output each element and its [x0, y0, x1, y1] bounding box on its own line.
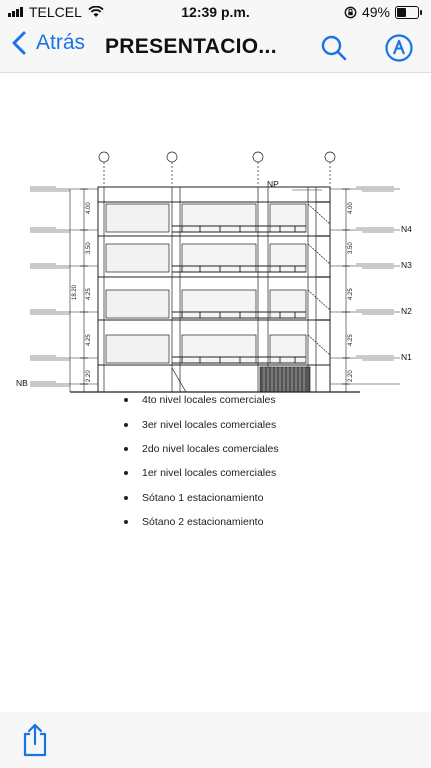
dimension-d3-left: 4.25: [86, 288, 92, 300]
dimension-total-left: 18.20: [72, 284, 78, 300]
share-icon[interactable]: [20, 722, 50, 758]
levels-list: [124, 388, 279, 534]
chevron-left-icon: [10, 30, 28, 56]
battery-icon: [395, 6, 419, 19]
dimension-d1-right: 4.00: [348, 202, 354, 214]
dimension-d4-left: 4.25: [86, 334, 92, 346]
elevation-drawing: [10, 78, 420, 408]
battery-percent: 49%: [361, 4, 390, 20]
status-right: [344, 4, 419, 20]
dimension-d5-left: 2.20: [86, 370, 92, 382]
dimension-d2-right: 3.50: [348, 242, 354, 254]
list-item: 2do nivel locales comerciales: [124, 437, 279, 461]
carrier-label: TELCEL: [29, 4, 82, 20]
document-title: PRESENTACIO...: [105, 35, 277, 58]
search-icon[interactable]: [320, 34, 348, 62]
level-tag-n2: N2: [401, 306, 412, 316]
dimension-d3-right: 4.25: [348, 288, 354, 300]
nav-bar: [0, 26, 431, 70]
bottom-toolbar: [0, 712, 431, 768]
list-item: Sótano 2 estacionamiento: [124, 510, 279, 534]
list-item: 3er nivel locales comerciales: [124, 412, 279, 436]
back-label: Atrás: [36, 31, 86, 54]
dimension-d5-right: 2.20: [348, 370, 354, 382]
list-item: 1er nivel locales comerciales: [124, 461, 279, 485]
markup-pen-icon[interactable]: [384, 33, 414, 63]
list-item: 4to nivel locales comerciales: [124, 388, 279, 412]
level-tag-np: NP: [267, 179, 279, 189]
list-item: Sótano 1 estacionamiento: [124, 486, 279, 510]
level-tag-n4: N4: [401, 224, 412, 234]
dimension-d4-right: 4.25: [348, 334, 354, 346]
axis-markers: [99, 152, 335, 186]
orientation-lock-icon: [344, 6, 357, 19]
level-tag-n1: N1: [401, 352, 412, 362]
back-button[interactable]: [10, 30, 85, 56]
level-tag-nb: NB: [16, 378, 28, 388]
dimension-d2-left: 3.50: [86, 242, 92, 254]
dimension-d1-left: 4.00: [86, 202, 92, 214]
status-time: 12:39 p.m.: [181, 4, 250, 20]
level-tag-n3: N3: [401, 260, 412, 270]
status-bar: [0, 0, 431, 26]
